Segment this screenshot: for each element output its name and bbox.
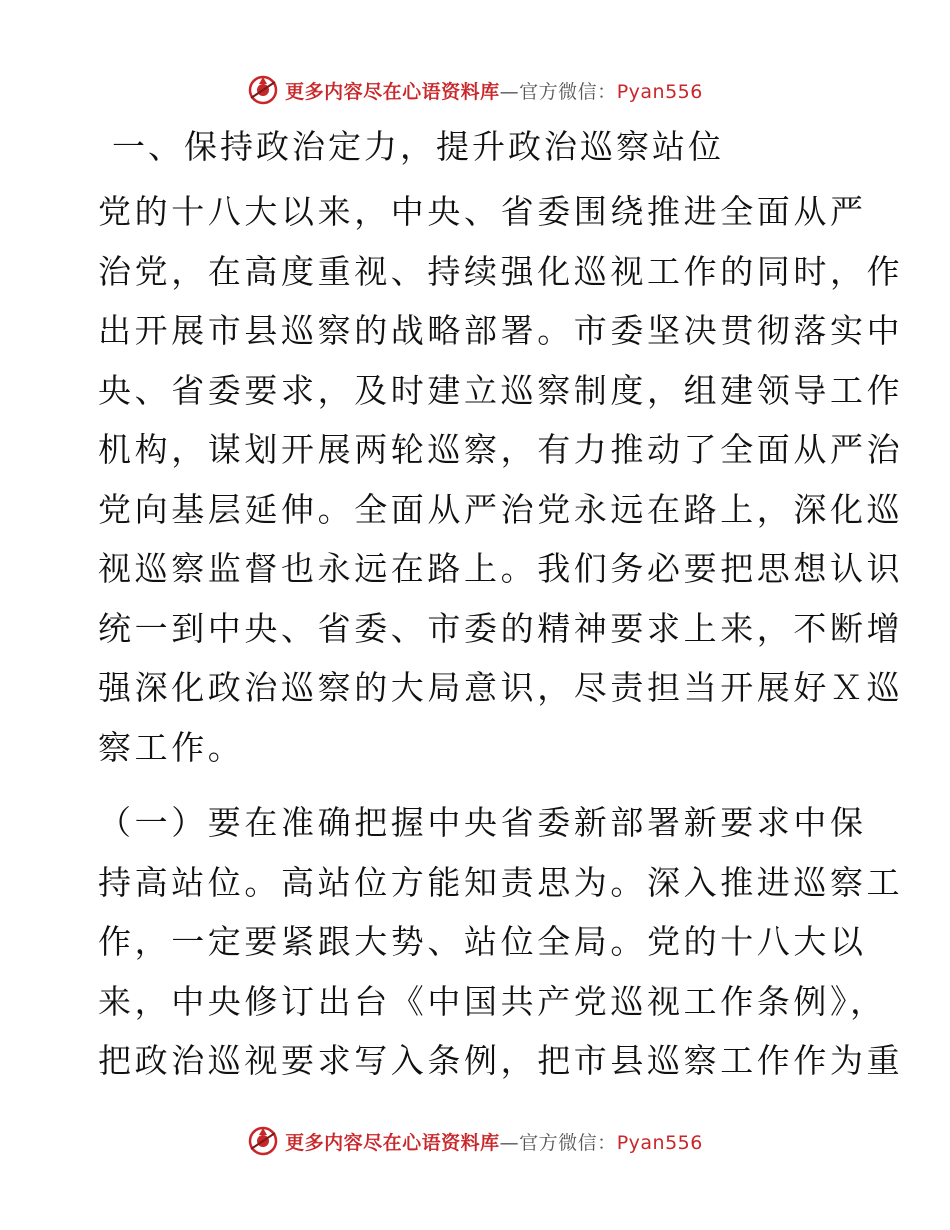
text-line: 把政治巡视要求写入条例，把市县巡察工作作为重 <box>98 1041 904 1080</box>
text-line: 机构，谋划开展两轮巡察，有力推动了全面从严治 <box>98 430 904 469</box>
brand-logo-icon <box>247 74 279 106</box>
text-line: （一）要在准确把握中央省委新部署新要求中保 <box>98 803 867 842</box>
text-line: 出开展市县巡察的战略部署。市委坚决贯彻落实中 <box>98 311 904 350</box>
text-line: 持高站位。高站位方能知责思为。深入推进巡察工 <box>98 862 904 902</box>
watermark-bottom <box>0 1121 950 1161</box>
text-line: 党的十八大以来，中央、省委围绕推进全面从严 <box>98 192 867 231</box>
watermark-wechat-id: Pyan556 <box>616 80 703 103</box>
text-line: 来，中央修订出台《中国共产党巡视工作条例》， <box>98 981 887 1021</box>
watermark-top <box>0 70 950 110</box>
text-line: 党向基层延伸。全面从严治党永远在路上，深化巡 <box>98 489 904 529</box>
paragraph-2 <box>98 793 904 1091</box>
watermark-text <box>285 77 703 104</box>
document-body <box>98 118 904 1107</box>
watermark-text <box>285 1128 703 1155</box>
watermark-sub-text: —官方微信： <box>499 80 617 103</box>
watermark-wechat-id: Pyan556 <box>616 1131 703 1154</box>
watermark-main-text: 更多内容尽在心语资料库 <box>285 80 500 103</box>
text-line: 统一到中央、省委、市委的精神要求上来，不断增 <box>98 608 904 648</box>
watermark-sub-text: —官方微信： <box>499 1131 617 1154</box>
watermark-main-text: 更多内容尽在心语资料库 <box>285 1131 500 1154</box>
text-line: 治党，在高度重视、持续强化巡视工作的同时，作 <box>98 251 904 291</box>
brand-logo-icon <box>247 1125 279 1157</box>
section-heading: 一、保持政治定力，提升政治巡察站位 <box>112 127 724 166</box>
text-line: 视巡察监督也永远在路上。我们务必要把思想认识 <box>98 549 904 588</box>
text-line: 作，一定要紧跟大势、站位全局。党的十八大以 <box>98 922 867 961</box>
text-line: 央、省委要求，及时建立巡察制度，组建领导工作 <box>98 370 904 410</box>
text-line: 察工作。 <box>98 727 245 767</box>
paragraph-1 <box>98 182 904 777</box>
text-line: 强深化政治巡察的大局意识，尽责担当开展好Ｘ巡 <box>98 668 904 707</box>
